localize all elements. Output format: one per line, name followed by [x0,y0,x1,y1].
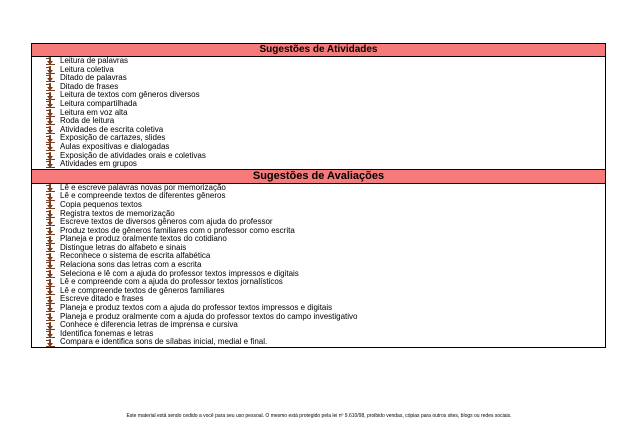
copyright-footer: Este material está sendo cedido a você para seu uso pessoal. O mesmo está protegido pela lei nº 9.610/98, proibido vendas, cópias para outros sites, blogs ou redes sociais. [126,413,512,419]
list-item-text: Exposição de atividades orais e coletivas [60,150,206,160]
arrow-down-bullet-icon [46,270,56,278]
list-item-text: Roda de leitura [60,116,115,126]
arrow-down-bullet-icon [46,339,56,347]
activities-table [31,43,606,348]
arrow-down-bullet-icon [46,261,56,269]
arrow-down-bullet-icon [46,66,56,74]
list-item-text: Atividades de escrita coletiva [60,124,164,134]
list-item-text: Exposição de cartazes, slides [60,133,166,143]
arrow-down-bullet-icon [46,184,56,192]
arrow-down-bullet-icon [46,100,56,108]
arrow-down-bullet-icon [46,287,56,295]
list-item-text: Ditado de palavras [60,73,127,83]
list-item-text: Leitura de palavras [60,56,129,65]
list-item-text: Lê e compreende textos de gêneros familiares [60,285,225,295]
arrow-down-bullet-icon [46,227,56,235]
list-item-text: Planeja e produz oralmente textos do cotidiano [60,234,227,244]
list-item-text: Lê e compreende com a ajuda do professor textos jornalísticos [60,277,283,287]
arrow-down-bullet-icon [46,322,56,330]
list-item-text: Escreve textos de diversos gêneros com ajuda do professor [60,217,273,227]
list-item-text: Planeja e produz oralmente com a ajuda do professor textos do campo investigativo [60,311,358,321]
avaliacoes-list [32,184,605,347]
list-item-text: Compara e identifica sons de sílabas inicial, medial e final. [60,337,268,347]
arrow-down-bullet-icon [46,244,56,252]
arrow-down-bullet-icon [46,253,56,261]
arrow-down-bullet-icon [46,330,56,338]
list-item-text: Distingue letras do alfabeto e sinais [60,242,187,252]
list-item-text: Copia pequenos textos [60,199,142,209]
arrow-down-bullet-icon [46,135,56,143]
arrow-down-bullet-icon [46,193,56,201]
arrow-down-bullet-icon [46,109,56,117]
arrow-down-bullet-icon [46,92,56,100]
avaliacoes-header: Sugestões de Avaliações [32,169,605,184]
arrow-down-bullet-icon [46,218,56,226]
list-item [46,160,605,169]
list-item-text: Planeja e produz textos com a ajuda do professor textos impressos e digitais [60,303,333,313]
arrow-down-bullet-icon [46,296,56,304]
arrow-down-bullet-icon [46,83,56,91]
list-item [46,57,605,66]
arrow-down-bullet-icon [46,304,56,312]
list-item-text: Conhece e diferencia letras de imprensa e cursiva [60,320,238,330]
arrow-down-bullet-icon [46,210,56,218]
list-item-text: Produz textos de gêneros familiares com o professor como escrita [60,225,295,235]
arrow-down-bullet-icon [46,143,56,151]
list-item-text: Ditado de frases [60,81,119,91]
list-item-text: Reconhece o sistema de escrita alfabética [60,251,211,261]
arrow-down-bullet-icon [46,57,56,65]
arrow-down-bullet-icon [46,160,56,168]
arrow-down-bullet-icon [46,117,56,125]
arrow-down-bullet-icon [46,74,56,82]
list-item [46,66,605,75]
arrow-down-bullet-icon [46,152,56,160]
list-item-text: Registra textos de memorização [60,208,175,218]
arrow-down-bullet-icon [46,126,56,134]
arrow-down-bullet-icon [46,313,56,321]
list-item-text: Escreve ditado e frases [60,294,144,304]
list-item [46,109,605,118]
list-item-text: Atividades em grupos [60,159,137,169]
list-item-text: Relaciona sons das letras com a escrita [60,260,202,270]
arrow-down-bullet-icon [46,201,56,209]
atividades-header: Sugestões de Atividades [32,44,605,57]
atividades-list [32,57,605,169]
list-item-text: Identifica fonemas e letras [60,328,154,338]
list-item-text: Leitura de textos com gêneros diversos [60,90,200,100]
arrow-down-bullet-icon [46,236,56,244]
list-item-text: Leitura em voz alta [60,107,128,117]
list-item-text: Leitura coletiva [60,64,114,74]
list-item [46,338,605,347]
list-item-text: Leitura compartilhada [60,98,137,108]
list-item-text: Lê e compreende textos de diferentes gêneros [60,191,226,201]
list-item-text: Aulas expositivas e dialogadas [60,141,170,151]
list-item [46,74,605,83]
list-item [46,100,605,109]
list-item-text: Seleciona e lê com a ajuda do professor textos impressos e digitais [60,268,299,278]
arrow-down-bullet-icon [46,279,56,287]
list-item-text: Lê e escreve palavras novas por memorização [60,182,226,192]
